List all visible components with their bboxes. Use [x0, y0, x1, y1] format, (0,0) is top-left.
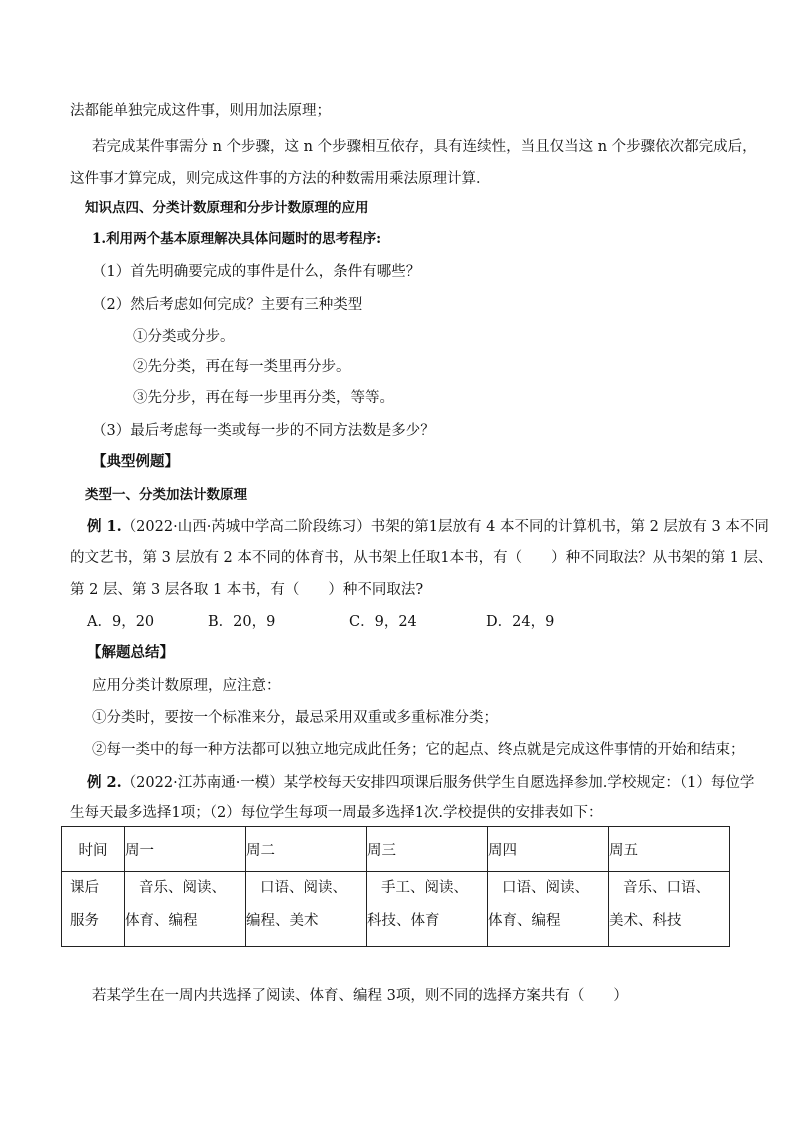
header-cell: 周二: [246, 827, 367, 872]
text-line: 这件事才算完成，则完成这件事的方法的种数需用乘法原理计算．: [70, 171, 491, 187]
example-2-line: [87, 773, 754, 793]
text-line: 法都能单独完成这件事，则用加法原理；: [70, 103, 331, 119]
option-b: B．20，9: [208, 614, 276, 630]
example-1-line: [87, 517, 769, 537]
cell-text: 口语、阅读、: [260, 880, 347, 896]
sub-step-item: ①分类或分步。: [133, 329, 235, 345]
row-label-cell: [62, 872, 125, 947]
option-a: A．9，20: [87, 614, 155, 630]
cell-text: 美术、科技: [609, 913, 682, 929]
row-label: 服务: [70, 913, 99, 929]
table-cell: [488, 872, 609, 947]
summary-line: 应用分类计数原理，应注意：: [92, 678, 281, 694]
table-cell: [125, 872, 246, 947]
summary-heading: 【解题总结】: [87, 644, 174, 661]
cell-text: 口语、阅读、: [502, 880, 589, 896]
table-cell: [246, 872, 367, 947]
header-cell: 周一: [125, 827, 246, 872]
subsection-heading: 1.利用两个基本原理解决具体问题时的思考程序:: [92, 231, 382, 247]
text-line: 若完成某件事需分 n 个步骤，这 n 个步骤相互依存，具有连续性，当且仅当这 n 个步骤依次都完成后，: [92, 139, 757, 155]
schedule-table: [61, 826, 730, 947]
summary-line: ②每一类中的每一种方法都可以独立地完成此任务；它的起点、终点就是完成这件事情的开始和结束；: [92, 742, 745, 758]
table-cell: [367, 872, 488, 947]
typical-examples-heading: 【典型例题】: [92, 453, 179, 470]
sub-step-item: ②先分类，再在每一类里再分步。: [133, 359, 351, 375]
cell-text: 科技、体育: [367, 913, 440, 929]
step-item: （2）然后考虑如何完成？主要有三种类型: [92, 297, 363, 313]
table-cell: [609, 872, 730, 947]
summary-line: ①分类时，要按一个标准来分，最忌采用双重或多重标准分类；: [92, 710, 498, 726]
example-1-line: 的文艺书，第 3 层放有 2 本不同的体育书，从书架上任取1本书，有（ ）种不同取法？从书架的第 1 层、: [70, 550, 773, 566]
step-item: （1）首先明确要完成的事件是什么，条件有哪些？: [92, 264, 421, 280]
example-2-label: 例 2.: [87, 774, 122, 791]
row-label: 课后: [70, 880, 99, 896]
step-item: （3）最后考虑每一类或每一步的不同方法数是多少？: [92, 423, 435, 439]
header-cell: 周五: [609, 827, 730, 872]
header-cell: 周三: [367, 827, 488, 872]
header-cell: 时间: [62, 827, 125, 872]
example-1-label: 例 1.: [87, 518, 122, 535]
sub-step-item: ③先分步，再在每一步里再分类，等等。: [133, 390, 394, 406]
question-line: 若某学生在一周内共选择了阅读、体育、编程 3项，则不同的选择方案共有（ ）: [92, 988, 628, 1004]
cell-text: 音乐、阅读、: [139, 880, 226, 896]
type-heading: 类型一、分类加法计数原理: [85, 487, 247, 503]
example-2-line: 生每天最多选择1项；（2）每位学生每项一周最多选择1次.学校提供的安排表如下：: [70, 805, 603, 821]
option-c: C．9，24: [349, 614, 417, 630]
cell-text: 体育、编程: [125, 913, 198, 929]
example-1-line: 第 2 层、第 3 层各取 1 本书，有（ ）种不同取法?: [70, 582, 424, 598]
example-1-text: （2022·山西·芮城中学高二阶段练习）书架的第1层放有 4 本不同的计算机书，第 2 层放有 3 本不同: [121, 519, 769, 535]
header-cell: 周四: [488, 827, 609, 872]
cell-text: 手工、阅读、: [381, 880, 468, 896]
example-2-text: （2022·江苏南通·一模）某学校每天安排四项课后服务供学生自愿选择参加.学校规定：（1）每位学: [121, 775, 755, 791]
option-d: D．24，9: [486, 614, 555, 630]
cell-text: 编程、美术: [246, 913, 319, 929]
table-row: [62, 872, 730, 947]
table-header-row: [62, 827, 730, 872]
cell-text: 音乐、口语、: [623, 880, 710, 896]
section-heading: 知识点四、分类计数原理和分步计数原理的应用: [85, 200, 369, 216]
cell-text: 体育、编程: [488, 913, 561, 929]
